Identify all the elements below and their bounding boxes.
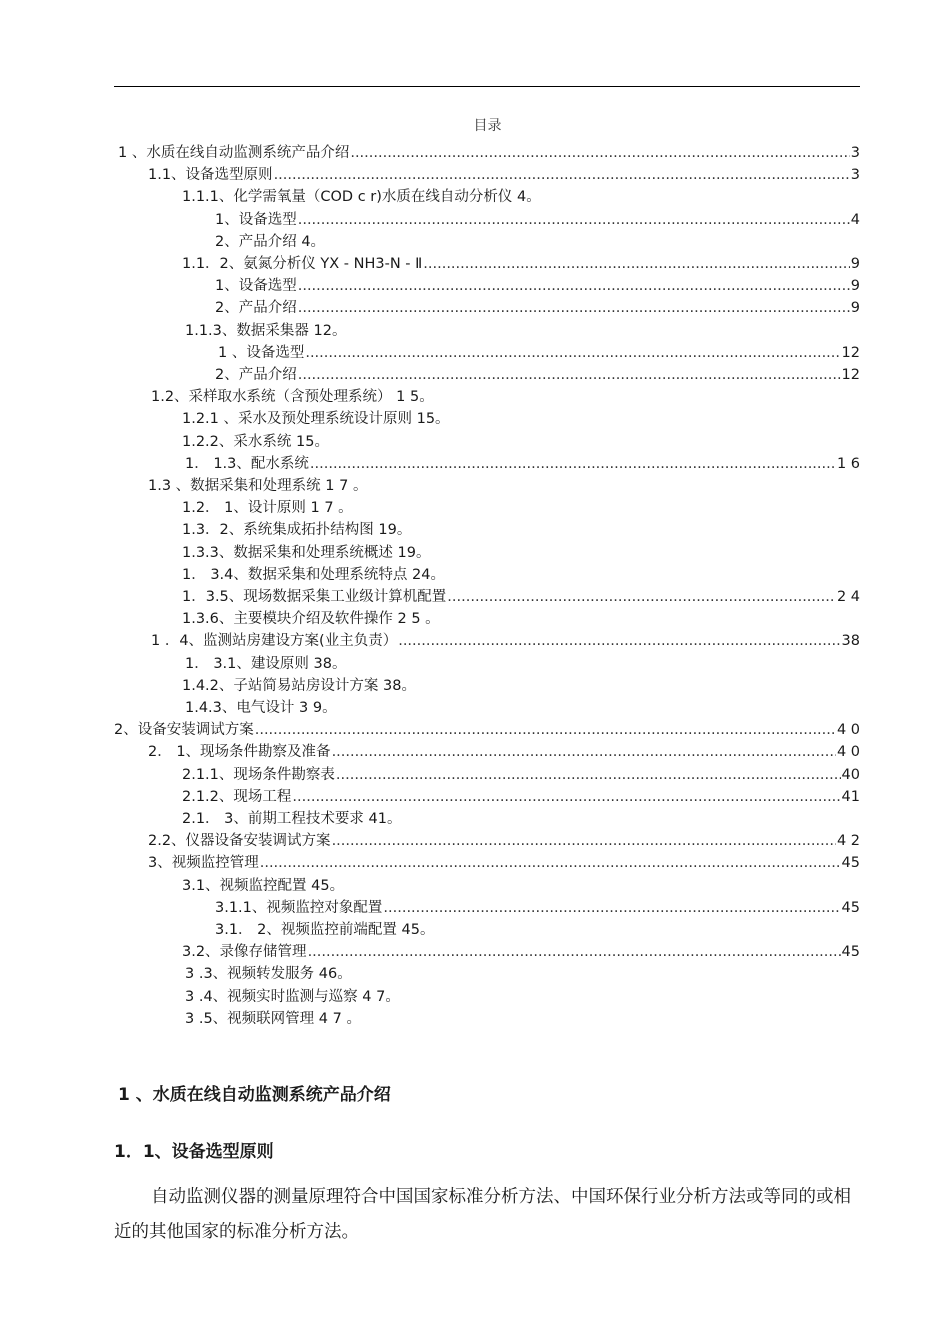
toc-page-number: 45 bbox=[841, 899, 860, 916]
toc-entry-text: 2、产品介绍 bbox=[215, 300, 297, 317]
toc-entry-text: 1.4.2、子站简易站房设计方案 38。 bbox=[182, 677, 416, 694]
toc-entry-text: 2.1． 3、前期工程技术要求 41。 bbox=[182, 811, 402, 827]
toc-leader-dots bbox=[332, 830, 836, 852]
toc-entry-text: 2.1.2、现场工程 bbox=[182, 788, 292, 805]
toc-entry-text: 3.2、录像存储管理 bbox=[182, 944, 307, 961]
toc-entry-text: 1.1．2、氨氮分析仪 YX - NH3-N - Ⅱ bbox=[182, 256, 423, 272]
toc-entry-text: 1、设备选型 bbox=[215, 278, 297, 295]
toc-page-number: 9 bbox=[850, 256, 860, 272]
toc-entry[interactable] bbox=[151, 386, 434, 408]
toc-entry[interactable] bbox=[185, 453, 860, 475]
toc-entry[interactable] bbox=[182, 564, 445, 586]
toc-entry-text: 1、设备选型 bbox=[215, 211, 297, 228]
toc-entry-text: 3、视频监控管理 bbox=[148, 855, 259, 872]
toc-entry[interactable] bbox=[118, 142, 860, 164]
toc-leader-dots bbox=[255, 719, 836, 741]
toc-entry-text: 1.1、设备选型原则 bbox=[148, 167, 273, 184]
toc-entry-text: 2、产品介绍 4。 bbox=[215, 233, 326, 250]
toc-entry-text: 1.2.1 、采水及预处理系统设计原则 15。 bbox=[182, 411, 450, 428]
toc-page-number: 3 bbox=[850, 145, 860, 161]
toc-page-number: 45 bbox=[841, 944, 860, 961]
toc-page-number: 12 bbox=[841, 344, 860, 361]
toc-page-number: 4 0 bbox=[836, 744, 860, 761]
header-rule bbox=[114, 86, 860, 87]
toc-page-number: 2 4 bbox=[836, 589, 860, 605]
toc-page-number: 12 bbox=[841, 367, 860, 383]
toc-entry-text: 3.1.1、视频监控对象配置 bbox=[215, 899, 383, 916]
toc-leader-dots bbox=[305, 342, 840, 364]
toc-page-number: 9 bbox=[850, 300, 860, 317]
toc-entry[interactable] bbox=[185, 653, 346, 675]
toc-entry[interactable] bbox=[185, 1008, 361, 1030]
toc-entry[interactable] bbox=[151, 630, 860, 652]
toc-leader-dots bbox=[310, 453, 836, 475]
toc-entry[interactable] bbox=[215, 364, 860, 386]
toc-entry[interactable] bbox=[182, 808, 401, 830]
toc-entry[interactable] bbox=[185, 963, 352, 985]
toc-leader-dots bbox=[383, 897, 840, 919]
toc-leader-dots bbox=[336, 764, 841, 786]
toc-entry-text: 1.2． 1、设计原则 1 7 。 bbox=[182, 500, 353, 517]
toc-entry[interactable] bbox=[148, 741, 860, 763]
toc-leader-dots bbox=[350, 142, 849, 164]
toc-page-number: 4 bbox=[850, 211, 860, 228]
toc-entry-text: 1 ．4、监测站房建设方案(业主负责） bbox=[151, 633, 398, 650]
toc-leader-dots bbox=[298, 209, 850, 231]
toc-entry[interactable] bbox=[218, 342, 860, 364]
toc-leader-dots bbox=[332, 741, 836, 763]
toc-entry[interactable] bbox=[182, 253, 860, 275]
toc-entry-text: 1． 3.4、数据采集和处理系统特点 24。 bbox=[182, 566, 445, 583]
toc-page-number: 38 bbox=[841, 633, 860, 650]
toc-entry-text: 1 、设备选型 bbox=[218, 344, 305, 361]
toc-entry[interactable] bbox=[148, 475, 367, 497]
toc-entry-text: 1.3.6、主要模块介绍及软件操作 2 5 。 bbox=[182, 611, 440, 628]
toc-leader-dots bbox=[292, 786, 840, 808]
toc-entry-text: 1.1.3、数据采集器 12。 bbox=[185, 322, 347, 339]
toc-entry-text: 2、设备安装调试方案 bbox=[114, 722, 254, 739]
toc-entry-text: 3.1． 2、视频监控前端配置 45。 bbox=[215, 922, 435, 938]
toc-entry[interactable] bbox=[182, 431, 329, 453]
toc-entry-text: 1.3 、数据采集和处理系统 1 7 。 bbox=[148, 478, 368, 494]
toc-leader-dots bbox=[308, 941, 841, 963]
toc-leader-dots bbox=[298, 364, 841, 386]
toc-leader-dots bbox=[447, 586, 836, 608]
toc-entry[interactable] bbox=[182, 408, 450, 430]
toc-entry[interactable] bbox=[182, 186, 541, 208]
toc-entry[interactable] bbox=[114, 719, 860, 741]
toc-entry[interactable] bbox=[182, 786, 860, 808]
toc-title: 目录 bbox=[473, 118, 502, 134]
toc-entry-text: 1． 1.3、配水系统 bbox=[185, 455, 309, 472]
toc-page-number: 4 0 bbox=[836, 722, 860, 739]
toc-entry-text: 1.1.1、化学需氧量（COD c r)水质在线自动分析仪 4。 bbox=[182, 189, 541, 206]
toc-leader-dots bbox=[274, 164, 850, 186]
body-paragraph: 自动监测仪器的测量原理符合中国国家标准分析方法、中国环保行业分析方法或等同的或相近的其他国家的标准分析方法。 bbox=[114, 1187, 851, 1242]
toc-entry[interactable] bbox=[182, 675, 416, 697]
toc-leader-dots bbox=[423, 253, 849, 275]
toc-page-number: 3 bbox=[850, 167, 860, 184]
toc-leader-dots bbox=[298, 297, 850, 319]
toc-page-number: 1 6 bbox=[836, 455, 860, 472]
toc-entry[interactable] bbox=[182, 941, 860, 963]
toc-entry-text: 1.2、采样取水系统（含预处理系统） 1 5。 bbox=[151, 389, 434, 406]
toc-entry-text: 3 .5、视频联网管理 4 7 。 bbox=[185, 1010, 361, 1027]
toc-entry[interactable] bbox=[148, 852, 860, 874]
toc-entry[interactable] bbox=[215, 231, 325, 253]
toc-entry[interactable] bbox=[182, 519, 411, 541]
toc-leader-dots bbox=[298, 275, 850, 297]
toc-leader-dots bbox=[398, 630, 840, 652]
toc-entry-text: 1.3.3、数据采集和处理系统概述 19。 bbox=[182, 544, 431, 561]
toc-entry[interactable] bbox=[215, 209, 860, 231]
toc-entry-text: 1.4.3、电气设计 3 9。 bbox=[185, 700, 337, 716]
toc-entry[interactable] bbox=[182, 608, 440, 630]
toc-entry[interactable] bbox=[182, 875, 344, 897]
toc-entry[interactable] bbox=[215, 297, 860, 319]
toc-page-number: 9 bbox=[850, 278, 860, 295]
toc-page-number: 4 2 bbox=[836, 833, 860, 850]
toc-entry[interactable] bbox=[182, 542, 430, 564]
toc-entry-text: 1 、水质在线自动监测系统产品介绍 bbox=[118, 145, 350, 161]
toc-page-number: 41 bbox=[841, 788, 860, 805]
toc-entry-text: 3 .4、视频实时监测与巡察 4 7。 bbox=[185, 988, 400, 1005]
toc-leader-dots bbox=[260, 852, 841, 874]
section-heading-1-1: 1．1、设备选型原则 bbox=[114, 1142, 274, 1162]
toc-entry-text: 3 .3、视频转发服务 46。 bbox=[185, 966, 352, 983]
toc-entry[interactable] bbox=[185, 320, 346, 342]
toc-entry[interactable] bbox=[215, 275, 860, 297]
toc-entry[interactable] bbox=[182, 497, 353, 519]
toc-entry[interactable] bbox=[148, 164, 860, 186]
toc-entry-text: 1． 3.1、建设原则 38。 bbox=[185, 655, 347, 672]
toc-entry-text: 2． 1、现场条件勘察及准备 bbox=[148, 744, 331, 761]
toc-entry-text: 2.1.1、现场条件勘察表 bbox=[182, 766, 335, 783]
toc-entry[interactable] bbox=[215, 897, 860, 919]
toc-entry-text: 3.1、视频监控配置 45。 bbox=[182, 877, 345, 894]
toc-entry[interactable] bbox=[182, 586, 860, 608]
toc-entry[interactable] bbox=[185, 697, 337, 719]
toc-entry-text: 2、产品介绍 bbox=[215, 367, 297, 383]
toc-entry-text: 1.2.2、采水系统 15。 bbox=[182, 433, 329, 450]
toc-entry-text: 2.2、仪器设备安装调试方案 bbox=[148, 833, 331, 850]
section-heading-1: 1 、水质在线自动监测系统产品介绍 bbox=[118, 1085, 391, 1105]
toc-entry[interactable] bbox=[182, 764, 860, 786]
toc-entry-text: 1.3．2、系统集成拓扑结构图 19。 bbox=[182, 522, 412, 539]
toc-entry-text: 1．3.5、现场数据采集工业级计算机配置 bbox=[182, 589, 447, 605]
toc-entry[interactable] bbox=[148, 830, 860, 852]
toc-page-number: 40 bbox=[841, 766, 860, 783]
toc-page-number: 45 bbox=[841, 855, 860, 872]
toc-entry[interactable] bbox=[215, 919, 434, 941]
toc-entry[interactable] bbox=[185, 986, 400, 1008]
